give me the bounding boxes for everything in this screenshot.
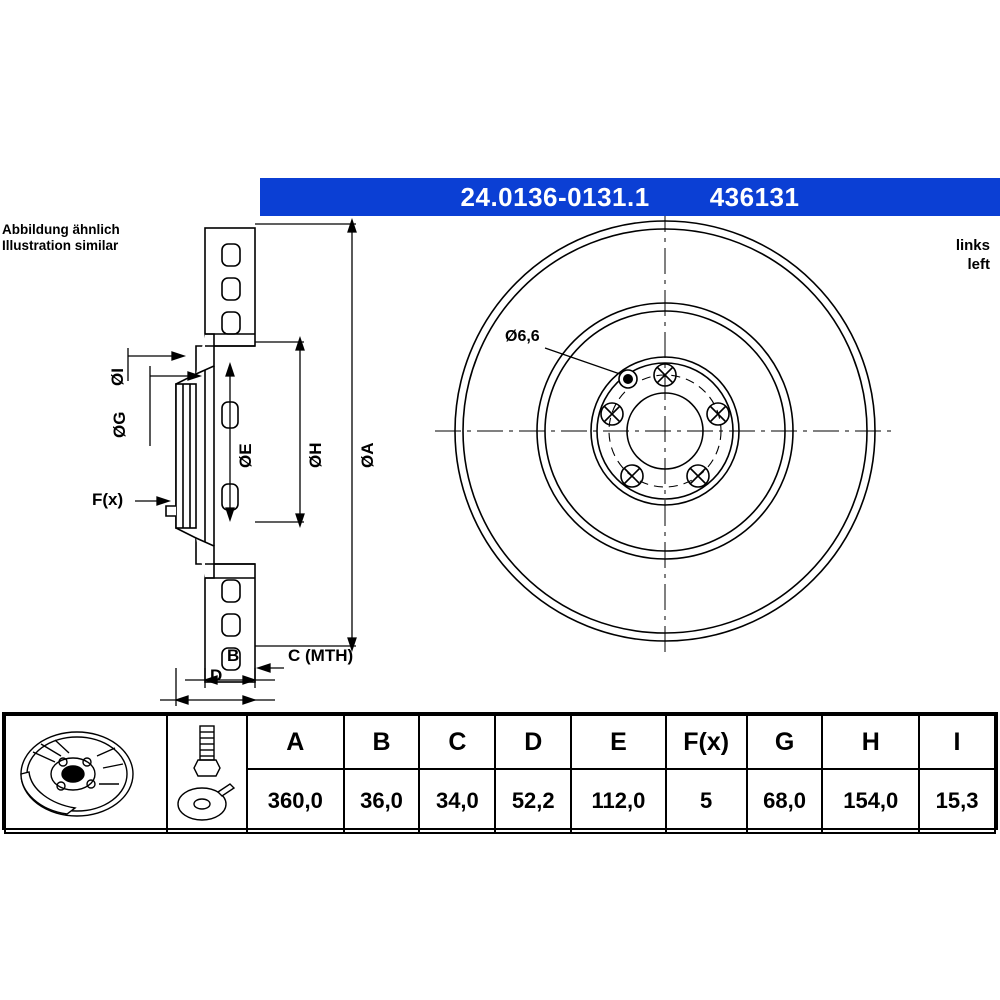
col-header-B: B	[344, 715, 420, 769]
col-header-Fx: F(x)	[666, 715, 747, 769]
dimensions-table	[2, 712, 998, 830]
header-bar	[260, 178, 1000, 216]
brake-disc-icon-svg	[11, 722, 161, 826]
value-Fx: 5	[666, 769, 747, 833]
col-header-D: D	[495, 715, 571, 769]
drawing-area	[0, 216, 1000, 706]
part-number: 24.0136-0131.1	[460, 181, 650, 212]
label-dia-a: ØA	[358, 442, 377, 468]
table-header-row	[5, 715, 995, 769]
value-H: 154,0	[822, 769, 919, 833]
value-C: 34,0	[419, 769, 495, 833]
label-dia-h: ØH	[306, 442, 325, 468]
label-dia-e: ØE	[236, 443, 255, 468]
disc-front-view	[435, 216, 895, 656]
brake-disc-icon-cell	[5, 715, 167, 833]
illustration-note-de: Abbildung ähnlich	[2, 222, 120, 237]
label-hole-diameter: Ø6,6	[505, 328, 540, 345]
col-header-A: A	[247, 715, 344, 769]
label-d: D	[210, 666, 223, 685]
locating-hole	[619, 370, 637, 388]
bolt-icon	[168, 716, 246, 832]
value-D: 52,2	[495, 769, 571, 833]
side-note-en: left	[967, 256, 990, 273]
label-b: B	[227, 646, 240, 665]
reference-number: 436131	[709, 181, 800, 212]
value-B: 36,0	[344, 769, 420, 833]
label-fx: F(x)	[92, 490, 124, 509]
bolt-icon-cell	[167, 715, 247, 833]
side-note-de: links	[955, 237, 990, 254]
bolt-icon-svg	[172, 722, 242, 826]
drawing-svg	[0, 216, 1000, 706]
value-G: 68,0	[747, 769, 823, 833]
illustration-note-en: Illustration similar	[2, 238, 119, 253]
value-I: 15,3	[919, 769, 995, 833]
col-header-E: E	[571, 715, 666, 769]
value-E: 112,0	[571, 769, 666, 833]
col-header-H: H	[822, 715, 919, 769]
label-dia-i: ØI	[108, 368, 127, 386]
label-dia-g: ØG	[110, 411, 129, 438]
label-c-mth: C (MTH)	[288, 646, 354, 665]
col-header-C: C	[419, 715, 495, 769]
col-header-I: I	[919, 715, 995, 769]
value-A: 360,0	[247, 769, 344, 833]
brake-disc-icon	[6, 716, 166, 832]
col-header-G: G	[747, 715, 823, 769]
